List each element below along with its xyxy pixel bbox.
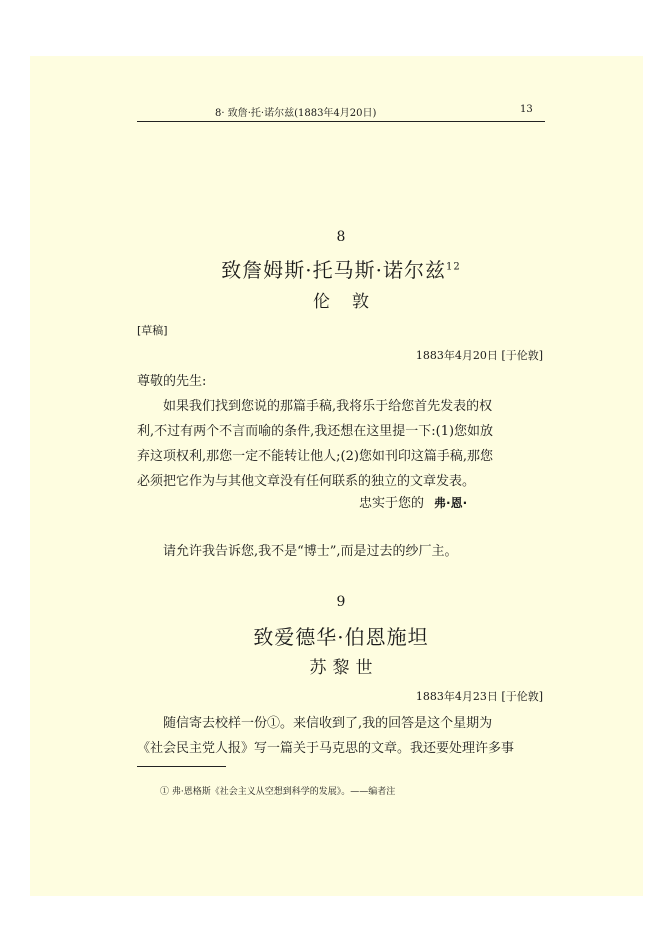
body-line: 利,不过有两个不言而喻的条件,我还想在这里提一下:(1)您如放 [137, 424, 494, 439]
letter-place: 伦敦 [313, 292, 391, 312]
body-line: 弃这项权利,那您一定不能转让他人;(2)您如刊印这篇手稿,那您 [137, 449, 494, 464]
letter-place: 苏黎世 [309, 658, 379, 678]
body-line: 《社会民主党人报》写一篇关于马克思的文章。我还要处理许多事 [137, 741, 515, 756]
body-line: 必须把它作为与其他文章没有任何联系的独立的文章发表。 [137, 474, 476, 489]
letter-title-text: 致詹姆斯·托马斯·诺尔兹 [221, 258, 446, 282]
footnote-rule [137, 766, 226, 767]
letter-date: 1883年4月23日 [于伦敦] [415, 690, 543, 703]
draft-label: [草稿] [137, 324, 168, 337]
postscript: 请允许我告诉您,我不是“博士”,而是过去的纱厂主。 [163, 544, 458, 559]
letter-title [137, 254, 545, 283]
letter-number: 8 [336, 229, 346, 245]
letter-number: 9 [336, 594, 346, 610]
header-rule [137, 121, 545, 122]
running-header-title: 8· 致詹·托·诺尔兹(1883年4月20日) [215, 108, 377, 119]
page-number: 13 [520, 104, 533, 115]
title-note-marker: 12 [445, 261, 461, 273]
salutation: 尊敬的先生: [137, 374, 207, 389]
closing [359, 492, 467, 511]
letter-date: 1883年4月20日 [于伦敦] [415, 349, 543, 362]
closing-text: 忠实于您的 [359, 496, 425, 511]
signature: 弗·恩· [434, 496, 468, 510]
body-line: 随信寄去校样一份①。来信收到了,我的回答是这个星期为 [163, 716, 493, 731]
letter-title: 致爱德华·伯恩施坦 [253, 625, 429, 649]
body-line: 如果我们找到您说的那篇手稿,我将乐于给您首先发表的权 [163, 399, 493, 414]
footnote: ① 弗·恩格斯《社会主义从空想到科学的发展》。——编者注 [160, 787, 396, 797]
